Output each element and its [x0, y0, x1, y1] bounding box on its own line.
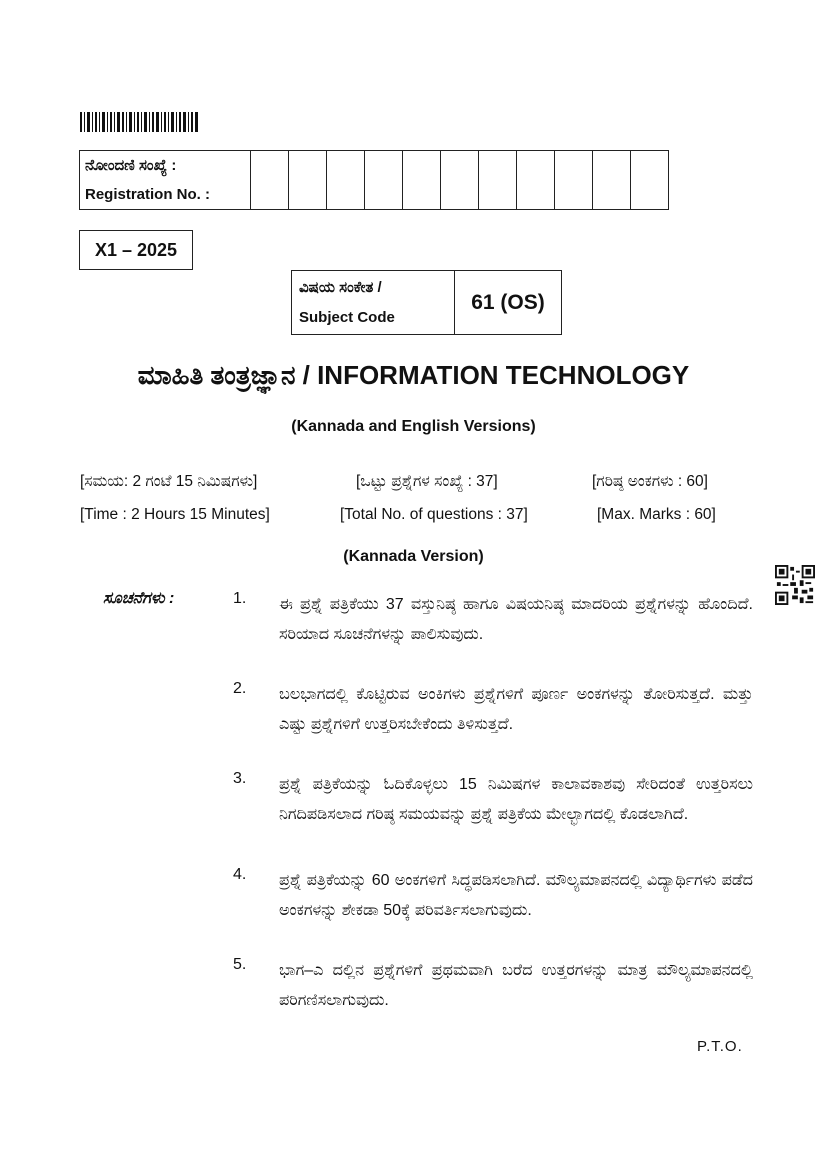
registration-digit-box[interactable] [479, 151, 517, 210]
subject-code-label-kn: ವಿಷಯ ಸಂಕೇತ / [299, 278, 382, 296]
subject-code-value: 61 (OS) [455, 271, 562, 335]
instruction-text: ಭಾಗ–ಎ ದಲ್ಲಿನ ಪ್ರಶ್ನೆಗಳಿಗೆ ಪ್ರಥಮವಾಗಿ ಬರೆದ ಉತ್ತರಗಳನ್ನು ಮಾತ್ರ ಮೌಲ್ಯಮಾಪನದಲ್ಲಿ ಪರಿಗಣಿಸಲಾಗುವುದು. [279, 962, 753, 1009]
registration-digit-box[interactable] [251, 151, 289, 210]
instruction-item [233, 956, 753, 1016]
instruction-number: 5. [233, 956, 247, 973]
meta-questions-en: [Total No. of questions : 37] [340, 506, 528, 523]
registration-digit-box[interactable] [593, 151, 631, 210]
exam-code-box: X1 – 2025 [79, 230, 193, 270]
instruction-text: ಪ್ರಶ್ನೆ ಪತ್ರಿಕೆಯನ್ನು 60 ಅಂಕಗಳಿಗೆ ಸಿದ್ಧಪಡಿಸಲಾಗಿದೆ. ಮೌಲ್ಯಮಾಪನದಲ್ಲಿ ವಿದ್ಯಾರ್ಥಿಗಳು ಪಡೆದ ಅಂಕಗಳನ್ನು ಶೇಕಡಾ 50ಕ್ಕೆ ಪರಿವರ್ತಿಸಲಾಗುವುದು. [279, 872, 753, 919]
page-subtitle: (Kannada and English Versions) [291, 418, 536, 435]
instructions-heading: ಸೂಚನೆಗಳು : [103, 590, 175, 607]
subject-code-label-en: Subject Code [299, 308, 395, 326]
instruction-number: 2. [233, 680, 247, 697]
meta-time-kn: [ಸಮಯ: 2 ಗಂಟೆ 15 ನಿಮಿಷಗಳು] [80, 473, 258, 490]
instruction-item [233, 770, 753, 830]
subject-code-table [291, 270, 562, 335]
registration-digit-box[interactable] [327, 151, 365, 210]
instruction-text: ಈ ಪ್ರಶ್ನೆ ಪತ್ರಿಕೆಯು 37 ವಸ್ತುನಿಷ್ಠ ಹಾಗೂ ವಿಷಯನಿಷ್ಠ ಮಾದರಿಯ ಪ್ರಶ್ನೆಗಳನ್ನು ಹೊಂದಿದೆ. ಸರಿಯಾದ ಸೂಚನೆಗಳನ್ನು ಪಾಲಿಸುವುದು. [279, 596, 753, 643]
pto-label: P.T.O. [697, 1038, 743, 1055]
instruction-item [233, 590, 753, 650]
registration-digit-box[interactable] [365, 151, 403, 210]
meta-marks-en: [Max. Marks : 60] [597, 506, 716, 523]
instruction-text: ಬಲಭಾಗದಲ್ಲಿ ಕೊಟ್ಟಿರುವ ಅಂಕಿಗಳು ಪ್ರಶ್ನೆಗಳಿಗೆ ಪೂರ್ಣ ಅಂಕಗಳನ್ನು ತೋರಿಸುತ್ತದೆ. ಮತ್ತು ಎಷ್ಟು ಪ್ರಶ್ನೆಗಳಿಗೆ ಉತ್ತರಿಸಬೇಕೆಂದು ತಿಳಿಸುತ್ತದೆ. [279, 686, 753, 733]
instruction-item [233, 680, 753, 740]
instruction-number: 4. [233, 866, 247, 883]
registration-label-kn: ನೋಂದಣಿ ಸಂಖ್ಯೆ : [85, 157, 177, 174]
registration-digit-box[interactable] [441, 151, 479, 210]
qr-code [775, 565, 815, 605]
registration-label-en: Registration No. : [85, 186, 211, 203]
registration-digit-box[interactable] [403, 151, 441, 210]
registration-digit-box[interactable] [517, 151, 555, 210]
barcode [80, 112, 198, 132]
meta-marks-kn: [ಗರಿಷ್ಠ ಅಂಕಗಳು : 60] [592, 473, 708, 490]
registration-digit-box[interactable] [289, 151, 327, 210]
version-heading: (Kannada Version) [343, 548, 484, 565]
registration-label [80, 151, 251, 210]
instruction-number: 1. [233, 590, 247, 607]
instruction-item [233, 866, 753, 926]
registration-digit-box[interactable] [555, 151, 593, 210]
instruction-text: ಪ್ರಶ್ನೆ ಪತ್ರಿಕೆಯನ್ನು ಓದಿಕೊಳ್ಳಲು 15 ನಿಮಿಷಗಳ ಕಾಲಾವಕಾಶವು ಸೇರಿದಂತೆ ಉತ್ತರಿಸಲು ನಿಗದಿಪಡಿಸಲಾದ ಗರಿಷ್ಠ ಸಮಯವನ್ನು ಪ್ರಶ್ನೆ ಪತ್ರಿಕೆಯ ಮೇಲ್ಭಾಗದಲ್ಲಿ ಕೊಡಲಾಗಿದೆ. [279, 776, 753, 823]
instruction-number: 3. [233, 770, 247, 787]
registration-digit-box[interactable] [631, 151, 669, 210]
page-title: ಮಾಹಿತಿ ತಂತ್ರಜ್ಞಾನ / INFORMATION TECHNOLOGY [137, 360, 690, 390]
registration-table [79, 150, 669, 210]
meta-questions-kn: [ಒಟ್ಟು ಪ್ರಶ್ನೆಗಳ ಸಂಖ್ಯೆ : 37] [356, 473, 498, 490]
meta-time-en: [Time : 2 Hours 15 Minutes] [80, 506, 270, 523]
subject-code-label [292, 271, 455, 335]
